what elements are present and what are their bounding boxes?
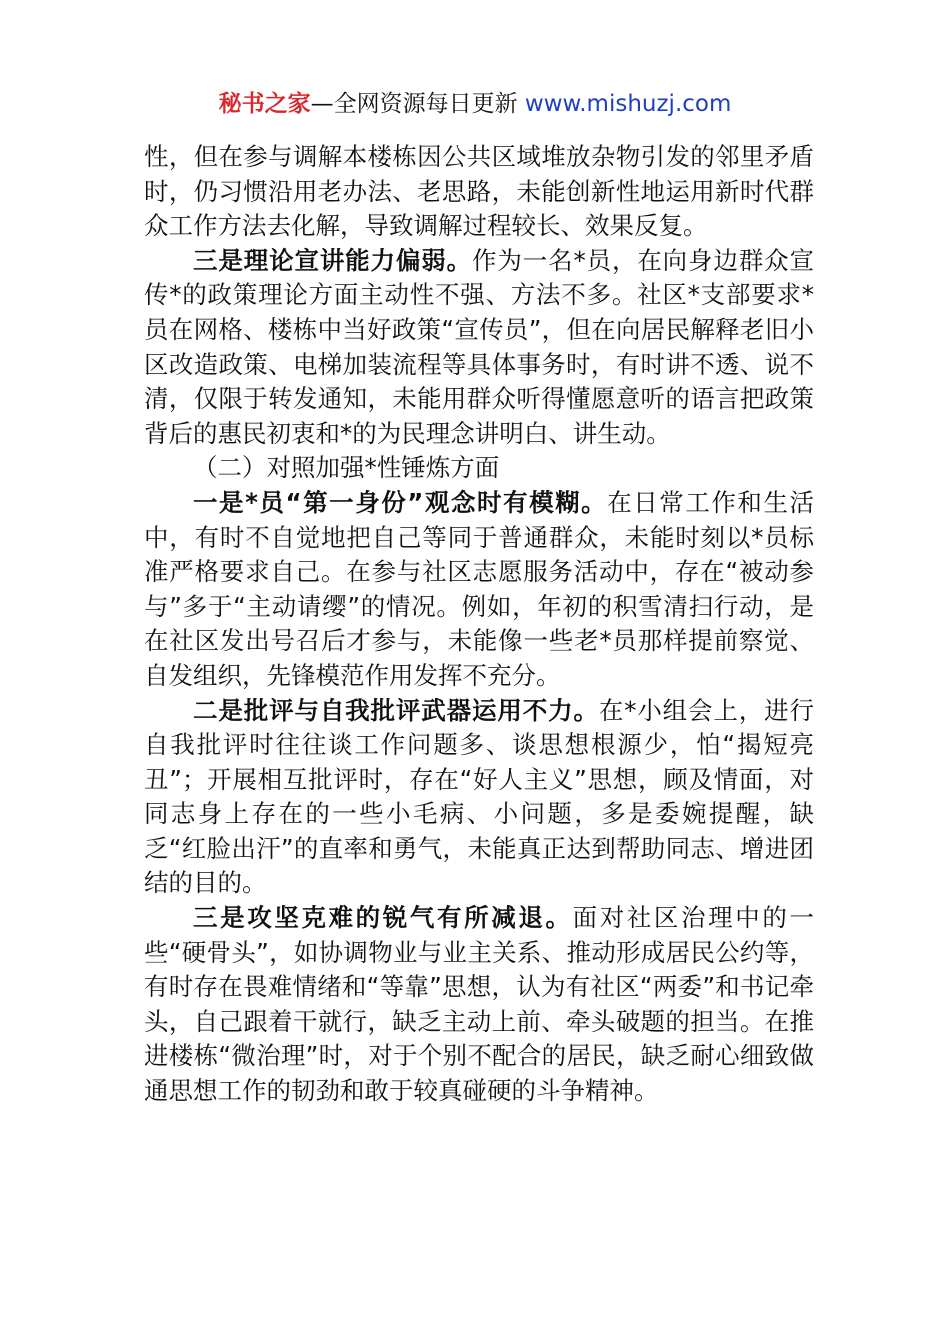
section-heading: [144, 451, 814, 486]
site-url-link[interactable]: www.mishuzj.com: [524, 91, 732, 117]
paragraph-lead: 三是理论宣讲能力偏弱。: [193, 245, 473, 275]
site-brand: 秘书之家: [218, 91, 311, 117]
paragraph-point-3-tackling: [144, 901, 814, 1109]
paragraph-point-3-theory: [144, 244, 814, 452]
paragraph-text: 在*小组会上，进行自我批评时往往谈工作问题多、谈思想根源少，怕“揭短亮丑”；开展相互批评时，存在“好人主义”思想，顾及情面，对同志身上存在的一些小毛病、小问题，多是委婉提醒，缺乏“红脸出汗”的直率和勇气，未能真正达到帮助同志、增进团结的目的。: [144, 695, 815, 898]
document-body: [144, 140, 814, 1109]
header-tagline: 全网资源每日更新: [333, 91, 518, 117]
site-header: [0, 88, 950, 120]
paragraph-text: 面对社区治理中的一些“硬骨头”，如协调物业与业主关系、推动形成居民公约等，有时存在畏难情绪和“等靠”思想，认为有社区“两委”和书记牵头，自己跟着干就行，缺乏主动上前、牵头破题的担当。在推进楼栋“微治理”时，对于个别不配合的居民，缺乏耐心细致做通思想工作的韧劲和敢于较真碰硬的斗争精神。: [144, 903, 815, 1106]
paragraph-text: 性，但在参与调解本楼栋因公共区域堆放杂物引发的邻里矛盾时，仍习惯沿用老办法、老思路，未能创新性地运用新时代群众工作方法去化解，导致调解过程较长、效果反复。: [144, 142, 814, 241]
paragraph-text: 作为一名*员，在向身边群众宣传*的政策理论方面主动性不强、方法不多。社区*支部要求*员在网格、楼栋中当好政策“宣传员”，但在向居民解释老旧小区改造政策、电梯加装流程等具体事务时，有时讲不透、说不清，仅限于转发通知，未能用群众听得懂愿意听的语言把政策背后的惠民初衷和*的为民理念讲明白、讲生动。: [144, 245, 815, 448]
paragraph-point-2-criticism: [144, 694, 814, 902]
paragraph-lead: 三是攻坚克难的锐气有所减退。: [193, 903, 573, 933]
paragraph-lead: 一是*员“第一身份”观念时有模糊。: [193, 487, 608, 517]
paragraph-lead: 二是批评与自我批评武器运用不力。: [193, 695, 599, 725]
paragraph-continuation: [144, 140, 814, 244]
paragraph-text: 在日常工作和生活中，有时不自觉地把自己等同于普通群众，未能时刻以*员标准严格要求自己。在参与社区志愿服务活动中，存在“被动参与”多于“主动请缨”的情况。例如，年初的积雪清扫行动，是在社区发出号召后才参与，未能像一些老*员那样提前察觉、自发组织，先锋模范作用发挥不充分。: [144, 487, 815, 690]
section-heading-text: （二）对照加强*性锤炼方面: [193, 453, 500, 483]
paragraph-point-1-identity: [144, 486, 814, 694]
header-separator: —: [310, 91, 334, 117]
